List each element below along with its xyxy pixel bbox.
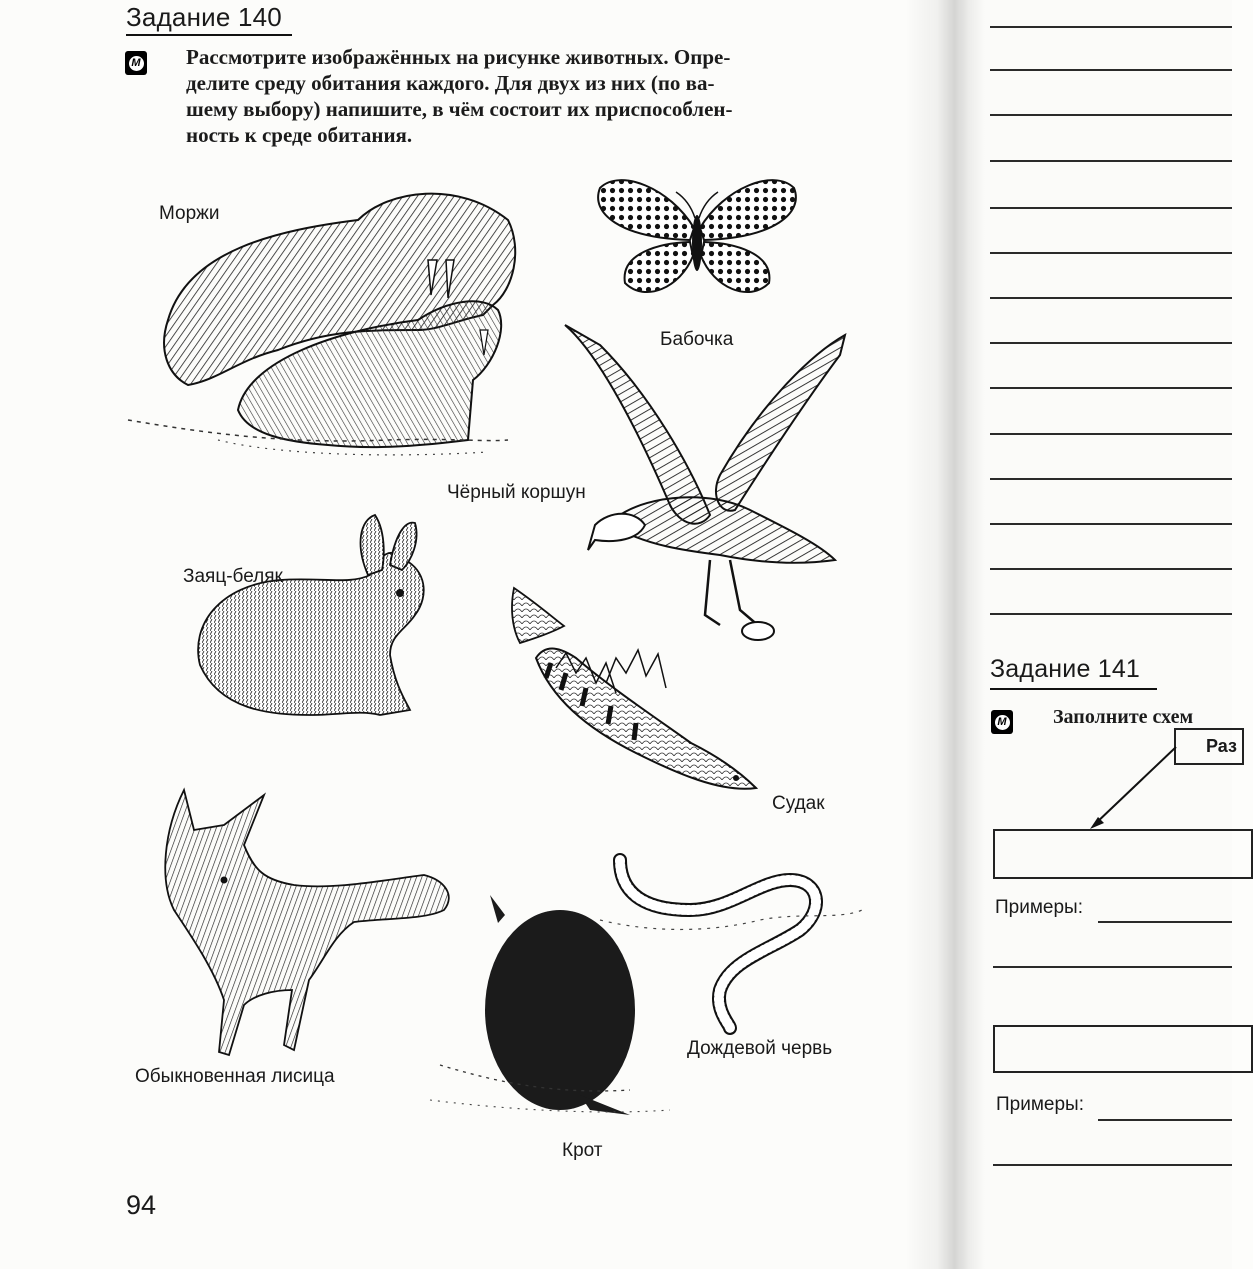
answer-line [990,478,1232,480]
answer-line [990,523,1232,525]
task-141-title: Задание 141 [990,655,1141,683]
answer-line [990,114,1232,116]
answer-line [990,613,1232,615]
examples-line [993,1164,1232,1166]
answer-line [990,433,1232,435]
answer-line [990,207,1232,209]
hare-illustration [190,515,452,725]
label-mole: Крот [562,1140,603,1161]
answer-line [990,297,1232,299]
page-number: 94 [126,1190,157,1220]
label-kite: Чёрный коршун [447,482,586,503]
fox-illustration [134,790,456,1060]
task-140-title-rule [126,34,292,36]
task-141-title-rule [990,688,1157,690]
task-text-line: ность к среде обитания. [186,123,413,147]
butterfly-illustration [590,168,804,308]
examples-label-1: Примеры: [995,897,1083,918]
answer-line [990,568,1232,570]
examples-line [993,966,1232,968]
task-text-line: Рассмотрите изображённых на рисунке животных. Опре- [186,45,731,69]
examples-line [1098,921,1232,923]
answer-line [990,69,1232,71]
scheme-arrow [1080,745,1180,835]
label-walruses: Моржи [159,203,220,224]
m-marker-letter: М [129,56,144,71]
m-marker-icon [991,710,1013,734]
task-140-text [186,44,733,148]
m-marker-letter: М [995,715,1010,730]
task-text-line: шему выбору) напишите, в чём состоит их приспособлен- [186,97,733,121]
scheme-habitat-box-1 [993,829,1253,879]
examples-line [1098,1119,1232,1121]
book-gutter [905,0,985,1269]
answer-line [990,252,1232,254]
label-butterfly: Бабочка [660,329,734,350]
label-fox: Обыкновенная лисица [135,1066,335,1087]
m-marker-icon [125,51,147,75]
label-zander: Судак [772,793,825,814]
answer-line [990,342,1232,344]
task-text-line: делите среду обитания каждого. Для двух из них (по ва- [186,71,715,95]
task-140-title: Задание 140 [126,2,282,32]
scheme-top-box-text: Раз [1206,736,1237,756]
task-141-text: Заполните схем [1053,706,1194,728]
scheme-habitat-box-2 [993,1025,1253,1073]
right-page [960,0,1232,1269]
zander-illustration [506,588,758,806]
answer-line [990,26,1232,28]
answer-line [990,387,1232,389]
label-hare: Заяц-беляк [183,566,283,587]
scheme-top-box [1174,728,1244,765]
earthworm-illustration [600,850,862,1030]
examples-label-2: Примеры: [996,1094,1084,1115]
label-earthworm: Дождевой червь [687,1038,833,1059]
answer-line [990,160,1232,162]
